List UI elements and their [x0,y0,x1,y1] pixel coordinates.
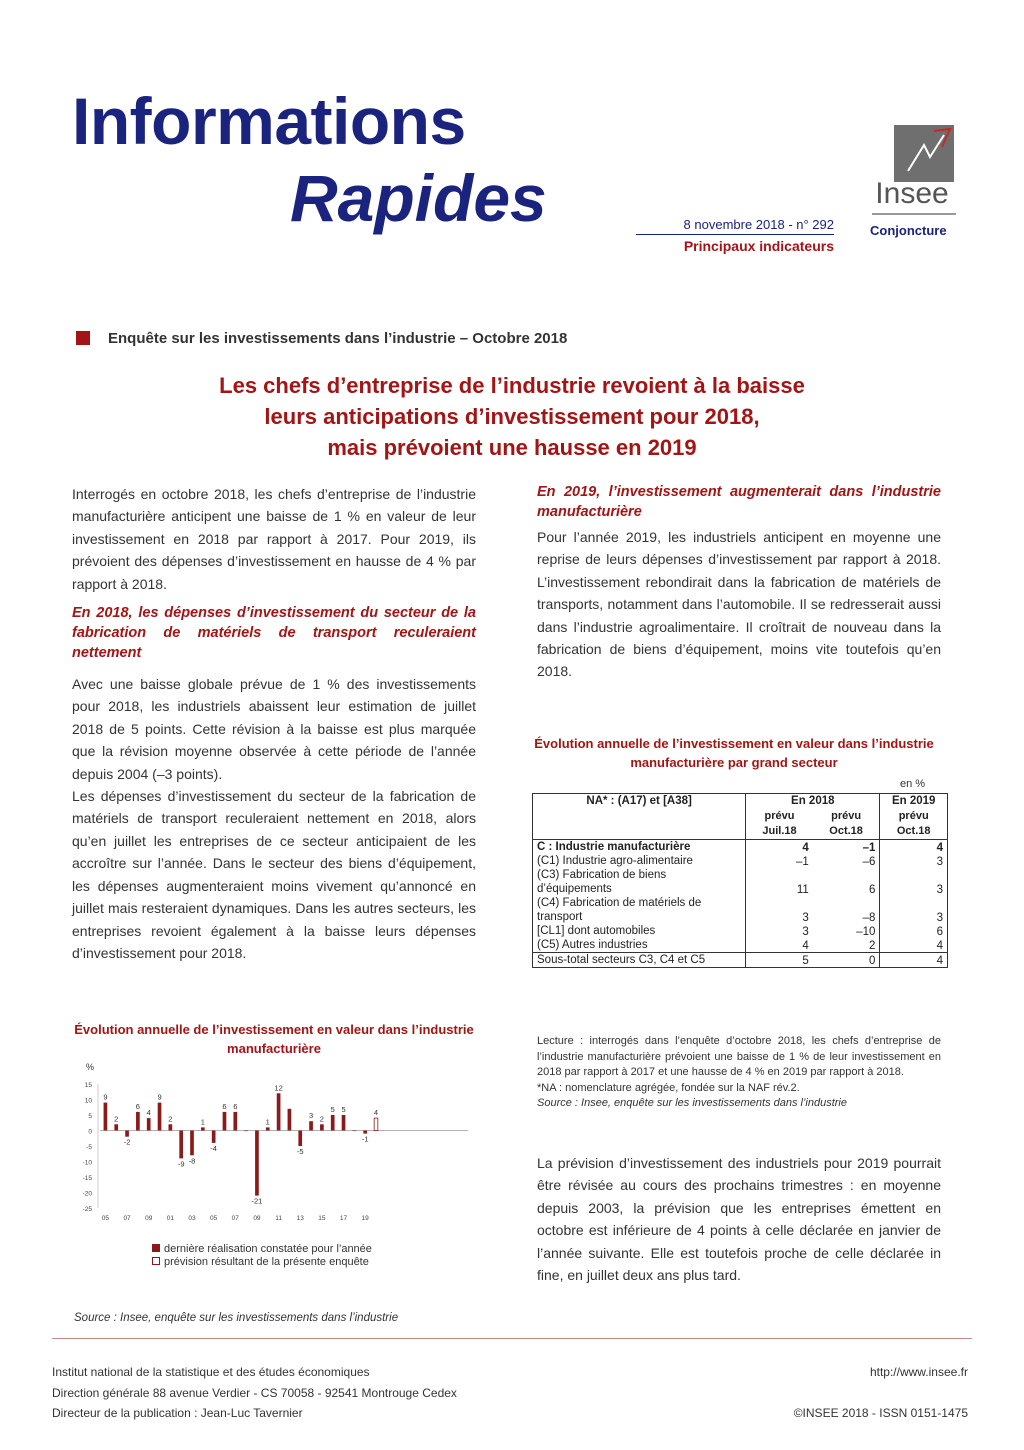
kicker-bullet [76,331,90,345]
row-value: 2 [813,938,880,953]
bar-data-label: 6 [135,1101,140,1111]
chart-title: Évolution annuelle de l’investissement en valeur dans l’industrie manufacturière [74,1022,474,1056]
insee-logo [866,125,956,245]
legend-swatch-forecast [152,1257,160,1265]
col-header-2019: En 2019 [891,795,936,807]
row-value: 3 [936,884,943,896]
chart-bar [233,1112,237,1131]
chart-bar [114,1124,118,1130]
intro-paragraph: Interrogés en octobre 2018, les chefs d’entreprise de l’industrie manufacturière anticipent une baisse de 1 % en valeur de leur investissement en 2018 par rapport à 2017. Pour 2019, ils prévoient des dépenses d’investissement en hausse de 4 % par rapport à 2018. [72,486,476,592]
row-value: 4 [936,940,943,952]
right-column-bottom [537,1152,941,1286]
x-tick-label: 01 [166,1215,174,1222]
row-label: [CL1] dont automobiles [533,924,746,938]
chart-bar [190,1131,194,1156]
right-paragraph-1: Pour l’année 2019, les industriels anticipent en moyenne une reprise de leurs dépenses d’investissement par rapport à 2018. L’investissement rebondirait dans la fabrication de matériels de transports, notamment dans l’automobile. Il se redresserait aussi dans l’industrie agroalimentaire. Il croîtrait de nouveau dans la fabrication de biens d’équipement, moins vite toutefois qu’en 2018. [537,529,941,680]
chart-bar [125,1131,129,1137]
y-tick-label: 10 [84,1097,92,1105]
chart-bar [147,1118,151,1130]
table-source: Source : Insee, enquête sur les investissements dans l’industrie [537,1097,847,1109]
legend-label-actual: dernière réalisation constatée pour l’année [164,1243,372,1255]
x-tick-label: 17 [339,1215,348,1222]
row-label: (C1) Industrie agro-alimentaire [533,854,746,868]
row-value: 4 [936,955,943,967]
legend-label-forecast: prévision résultant de la présente enquête [164,1256,369,1268]
masthead-subtitle: Rapides [290,161,547,235]
bar-data-label: -5 [296,1147,304,1156]
footer-left [52,1362,457,1424]
row-value: 4 [802,940,809,952]
issue-number: 8 novembre 2018 - n° 292 [683,217,834,232]
headline-line-1: Les chefs d’entreprise de l’industrie revoient à la baisse [219,373,805,398]
row-value: –1 [796,856,809,868]
row-value: 3 [802,912,809,924]
chart-bar [179,1131,183,1159]
kicker: Enquête sur les investissements dans l’industrie – Octobre 2018 [108,330,568,347]
col-header-2018: En 2018 [746,794,880,810]
chart-bar [331,1115,335,1131]
col-header-sector: NA* : (A17) et [A38] [533,794,746,840]
bar-data-label: -1 [361,1134,369,1144]
x-tick-label: 05 [101,1215,110,1222]
col-header-jul18: prévu Juil.18 [746,809,813,840]
bar-data-label: 2 [114,1114,119,1124]
logo-sub: Conjoncture [870,223,947,238]
bar-data-label: 9 [157,1092,162,1102]
table-unit: en % [900,778,926,790]
y-tick-label: 0 [88,1128,92,1136]
table-header-row-1 [533,794,948,810]
row-value: 0 [813,953,880,968]
row-value: 3 [936,912,943,924]
bar-data-label: 12 [274,1083,283,1093]
row-label: (C5) Autres industries [533,938,746,953]
chart-bar [158,1103,162,1131]
footer-director: Directeur de la publication : Jean-Luc Tavernier [52,1406,303,1420]
logo-tagline-rule [872,213,956,215]
bar-data-label: 6 [233,1101,238,1111]
bar-data-label: 1 [265,1117,270,1127]
x-tick-label: 05 [210,1215,218,1222]
masthead-divider [636,234,834,235]
chart-bar [363,1131,367,1134]
chart-bar [169,1124,173,1130]
legend-item-actual [152,1243,372,1256]
x-tick-label: 09 [145,1215,153,1222]
y-tick-label: -25 [82,1206,92,1213]
chart-bar [353,1131,357,1132]
bar-data-label: -2 [123,1137,131,1147]
row-value: 6 [813,868,880,896]
x-tick-label: 07 [231,1215,239,1222]
table-body [533,840,948,968]
col-header-oct18-2019: prévu Oct.18 [880,809,948,840]
bar-data-label: -21 [251,1196,263,1206]
footer-org: Institut national de la statistique et des études économiques [52,1365,370,1379]
col-header-oct18: prévu Oct.18 [813,809,880,840]
y-tick-label: -20 [82,1190,92,1198]
table-lecture: Lecture : interrogés dans l’enquête d’octobre 2018, les chefs d’entreprise de l’industrie manufacturière prévoient une baisse de 1 % de leur investissement en 2018 par rapport à 2017 et une hausse de 4 % en 2019 par rapport à 2018. [537,1035,941,1078]
row-label: (C4) Fabrication de matériels de transport [533,896,746,924]
y-tick-label: -5 [86,1144,92,1151]
legend-swatch-actual [152,1244,160,1252]
y-tick-label: 15 [84,1082,92,1089]
row-value: 3 [802,926,809,938]
footer-right [768,1362,968,1424]
row-label: Sous-total secteurs C3, C4 et C5 [533,953,746,968]
row-value: 4 [936,842,943,854]
chart-bar [320,1124,324,1130]
chart-bar [277,1093,281,1130]
chart-bar [201,1127,205,1130]
logo-name: Insee [875,177,949,210]
row-value: 5 [802,955,809,967]
chart-bar [309,1121,313,1130]
row-label: C : Industrie manufacturière [533,840,746,855]
table-row [533,896,948,924]
table-row [533,953,948,968]
series-label: Principaux indicateurs [683,238,834,254]
bar-data-label: 3 [308,1111,314,1121]
footer-url[interactable]: http://www.insee.fr [869,1365,968,1379]
row-label: (C3) Fabrication de biens d’équipements [533,868,746,896]
chart-bar [266,1127,270,1130]
legend-item-forecast [152,1256,372,1269]
footer-address: Direction générale 88 avenue Verdier - CS 70058 - 92541 Montrouge Cedex [52,1385,457,1400]
bar-data-label: 4 [146,1108,151,1118]
table-row [533,840,948,855]
headline [70,370,954,463]
x-tick-label: 15 [318,1215,326,1222]
x-tick-label: 13 [296,1215,304,1222]
row-value: –6 [813,854,880,868]
table-row [533,868,948,896]
bar-data-label: 2 [168,1114,173,1124]
chart-bar [244,1131,248,1132]
y-axis-label: % [85,1062,94,1072]
bar-data-label: 5 [330,1105,335,1114]
logo-mark-icon [894,125,954,182]
headline-line-2: leurs anticipations d’investissement pour 2018, [264,404,760,429]
bar-data-label: 4 [373,1108,379,1118]
bar-data-label: -9 [177,1159,185,1169]
chart-legend [152,1243,372,1269]
row-value: 3 [936,856,943,868]
chart-bar [288,1109,292,1131]
row-value: –1 [813,840,880,855]
chart-bar [255,1131,259,1196]
masthead-title: Informations [72,84,466,158]
table-row [533,854,948,868]
x-tick-label: 07 [123,1215,131,1222]
right-column [537,482,941,683]
left-column [72,483,476,964]
investment-bar-chart [72,1058,476,1238]
footer-divider [52,1338,972,1339]
headline-line-3: mais prévoient une hausse en 2019 [327,435,697,460]
table-title: Évolution annuelle de l’investissement en valeur dans l’industrie manufacturière par grand secteur [534,736,934,770]
row-value: 6 [936,926,943,938]
chart-bar [212,1131,216,1143]
table-row [533,924,948,938]
chart-bar [136,1112,140,1131]
chart-bar [298,1131,302,1147]
row-value: 4 [802,842,809,854]
bar-data-label: -8 [188,1156,196,1166]
chart-source: Source : Insee, enquête sur les investissements dans l’industrie [74,1312,399,1324]
row-value: 11 [796,884,809,896]
left-subheading: En 2018, les dépenses d’investissement du secteur de la fabrication de matériels de transport reculeraient nettement [72,605,476,662]
footer-copyright: ©INSEE 2018 - ISSN 0151-1475 [793,1406,968,1420]
y-tick-label: 5 [88,1113,92,1120]
chart-bar [374,1118,378,1130]
x-tick-label: 19 [361,1215,369,1222]
row-value: –10 [813,924,880,938]
bar-data-label: 5 [341,1105,346,1114]
table-notes [537,1034,941,1112]
row-value: –8 [813,896,880,924]
table-container [532,793,948,968]
y-tick-label: -15 [82,1175,92,1182]
table-row [533,938,948,953]
bar-data-label: 1 [200,1117,205,1127]
right-paragraph-2: La prévision d’investissement des industriels pour 2019 pourrait être révisée au cours des prochains trimestres : en moyenne depuis 2003, la prévision que les entreprises émettent en octobre est inférieure de 4 points à celle déclarée en janvier de l’année suivante. Elle est toutefois proche de celle déclarée in fine, en juillet deux ans plus tard. [537,1155,941,1284]
bar-data-label: 6 [222,1101,227,1111]
y-tick-label: -10 [82,1159,92,1167]
bar-data-label: 2 [319,1114,324,1124]
right-subheading: En 2019, l’investissement augmenterait dans l’industrie manufacturière [537,484,941,520]
chart-bar [104,1103,108,1131]
chart-bar [223,1112,227,1131]
investment-table [532,793,948,968]
bar-data-label: 9 [103,1092,108,1102]
left-paragraph-1: Avec une baisse globale prévue de 1 % des investissements pour 2018, les industriels abaissent leur estimation de juillet 2018 de 5 points. Cette révision à la baisse est plus marquée que la révision moyenne observée à cette période de l’année depuis 2004 (–3 points). [72,676,476,782]
table-na-note: *NA : nomenclature agrégée, fondée sur la NAF rév.2. [537,1081,800,1094]
x-tick-label: 09 [253,1215,261,1222]
bar-data-label: -4 [210,1143,217,1153]
x-tick-label: 03 [188,1215,196,1222]
x-tick-label: 11 [275,1215,282,1222]
left-paragraph-2: Les dépenses d’investissement du secteur de la fabrication de matériels de transport reculeraient nettement en 2018, alors qu’en juillet les entreprises de ce secteur anticipaient de les accroître sur l’année. Dans le secteur des biens d’équipement, les dépenses augmenteraient moins vivement qu’annoncé en juillet mais resteraient dynamiques. Dans les autres secteurs, les entreprises revoient également à la baisse leurs dépenses d’investissement pour 2018. [72,788,476,961]
chart-bar [342,1115,346,1131]
